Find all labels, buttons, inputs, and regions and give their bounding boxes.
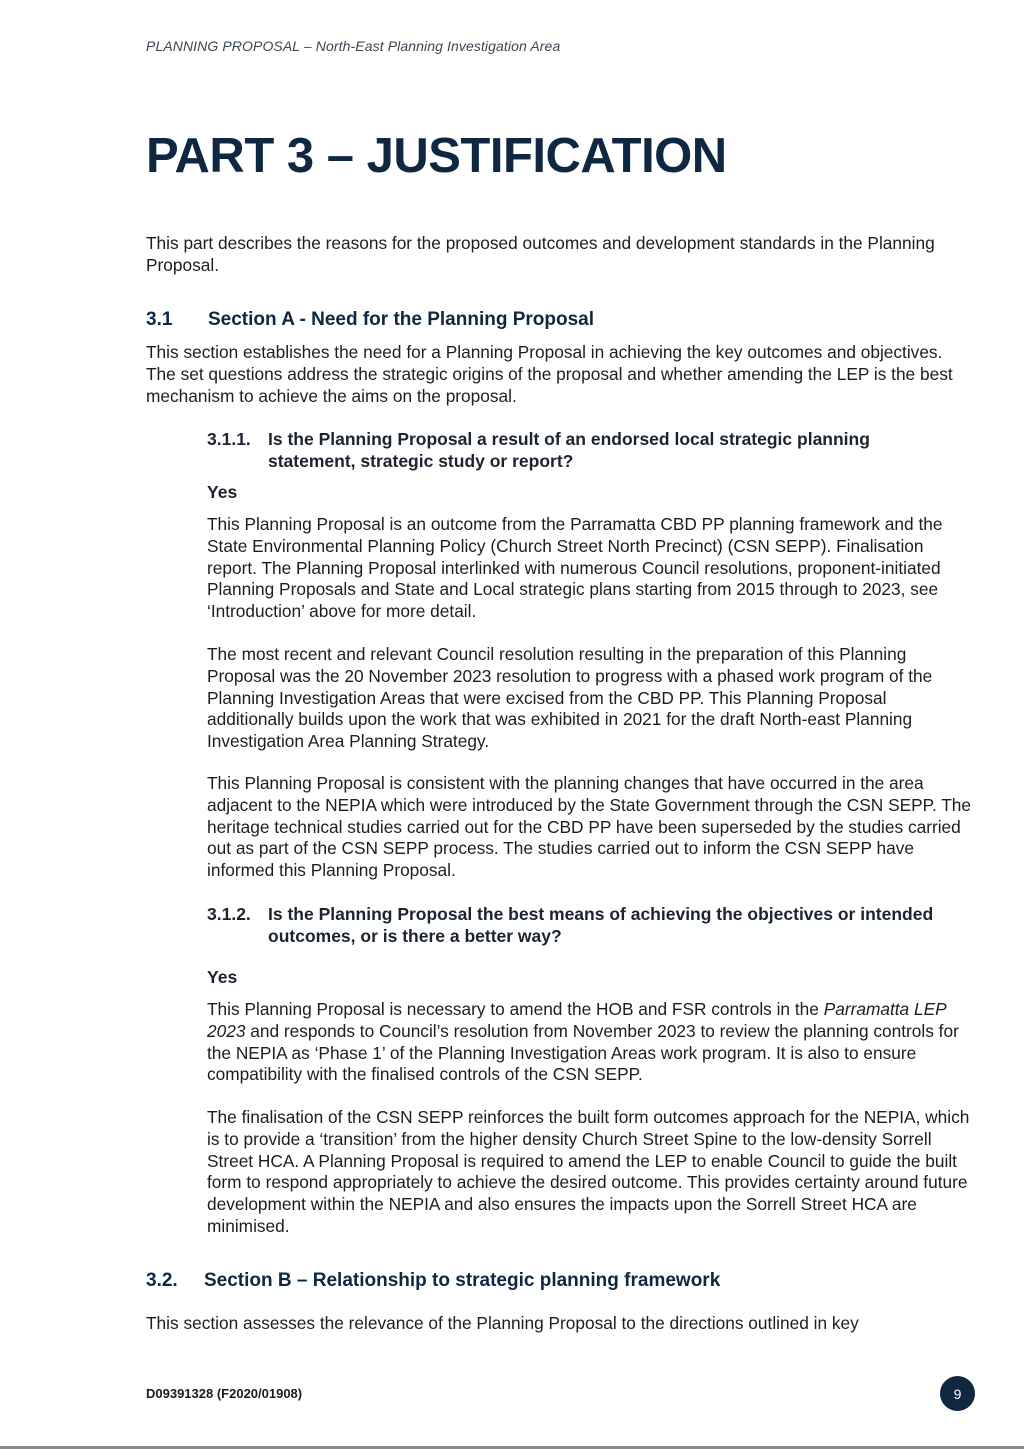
q1-paragraph-1: This Planning Proposal is an outcome from the Parramatta CBD PP planning framework and the State Environmental Planning Policy (Church Street North Precinct) (CSN SEPP). Finalisation report. The Planning Proposal interlinked with numerous Council resolutions, proponent-initiated Planning Proposals and State and Local strategic plans starting from 2015 through to 2023, see ‘Introduction’ above for more detail. [207,514,943,622]
question-3-1-2-heading [207,903,947,947]
section-a-title: Section A - Need for the Planning Proposal [208,309,595,330]
page-number-badge: 9 [940,1376,975,1411]
section-a-heading [146,309,594,331]
question-3-1-1-heading [207,428,947,472]
question-3-1-2-number: 3.1.2. [207,904,251,924]
section-b-heading [146,1270,720,1292]
answer-3-1-1: Yes [207,482,238,502]
section-b-body: This section assesses the relevance of the Planning Proposal to the directions outlined in key [146,1313,859,1333]
question-3-1-1-number: 3.1.1. [207,429,251,449]
section-a-number: 3.1 [146,309,173,330]
lep-title-italic: Parramatta LEP 2023 [207,999,946,1041]
q2-p1-text-end: and responds to Council’s resolution from November 2023 to review the planning controls for the NEPIA as ‘Phase 1’ of the Planning Investigation Areas work program. It is also to ensure compatibility with the finalised controls of the CSN SEPP. [207,1020,959,1085]
section-b-number: 3.2. [146,1270,178,1291]
part-title: PART 3 – JUSTIFICATION [146,129,727,183]
question-3-1-2-text: Is the Planning Proposal the best means of achieving the objectives or intended outcomes, or is there a better way? [268,904,934,946]
q2-paragraph-2: The finalisation of the CSN SEPP reinforces the built form outcomes approach for the NEPIA, which is to provide a ‘transition’ from the higher density Church Street Spine to the low-density Sorrell Street HCA. A Planning Proposal is required to amend the LEP to enable Council to guide the built form to respond appropriately to achieve the desired outcome. This provides certainty around future development within the NEPIA and also ensures the impacts upon the Sorrell Street HCA are minimised. [207,1107,970,1236]
section-b-title: Section B – Relationship to strategic planning framework [204,1270,721,1291]
question-3-1-1-text: Is the Planning Proposal a result of an endorsed local strategic planning statement, strategic study or report? [268,429,870,471]
q2-paragraph-1 [207,999,977,1086]
section-a-body: This section establishes the need for a Planning Proposal in achieving the key outcomes and objectives. The set questions address the strategic origins of the proposal and whether amending the LEP is the best mechanism to achieve the aims on the proposal. [146,342,953,406]
intro-paragraph: This part describes the reasons for the proposed outcomes and development standards in the Planning Proposal. [146,233,935,275]
q1-paragraph-3: This Planning Proposal is consistent with the planning changes that have occurred in the area adjacent to the NEPIA which were introduced by the State Government through the CSN SEPP. The heritage technical studies carried out for the CBD PP have been superseded by the studies carried out as part of the CSN SEPP process. The studies carried out to inform the CSN SEPP have informed this Planning Proposal. [207,773,972,881]
q1-paragraph-2: The most recent and relevant Council resolution resulting in the preparation of this Planning Proposal was the 20 November 2023 resolution to progress with a phased work program of the Planning Investigation Areas that were excised from the CBD PP. This Planning Proposal additionally builds upon the work that was exhibited in 2021 for the draft North-east Planning Investigation Area Planning Strategy. [207,644,933,752]
document-reference: D09391328 (F2020/01908) [146,1386,303,1401]
answer-3-1-2: Yes [207,967,238,987]
q2-p1-text-start: This Planning Proposal is necessary to amend the HOB and FSR controls in the [207,999,824,1019]
running-header: PLANNING PROPOSAL – North-East Planning Investigation Area [146,38,561,54]
